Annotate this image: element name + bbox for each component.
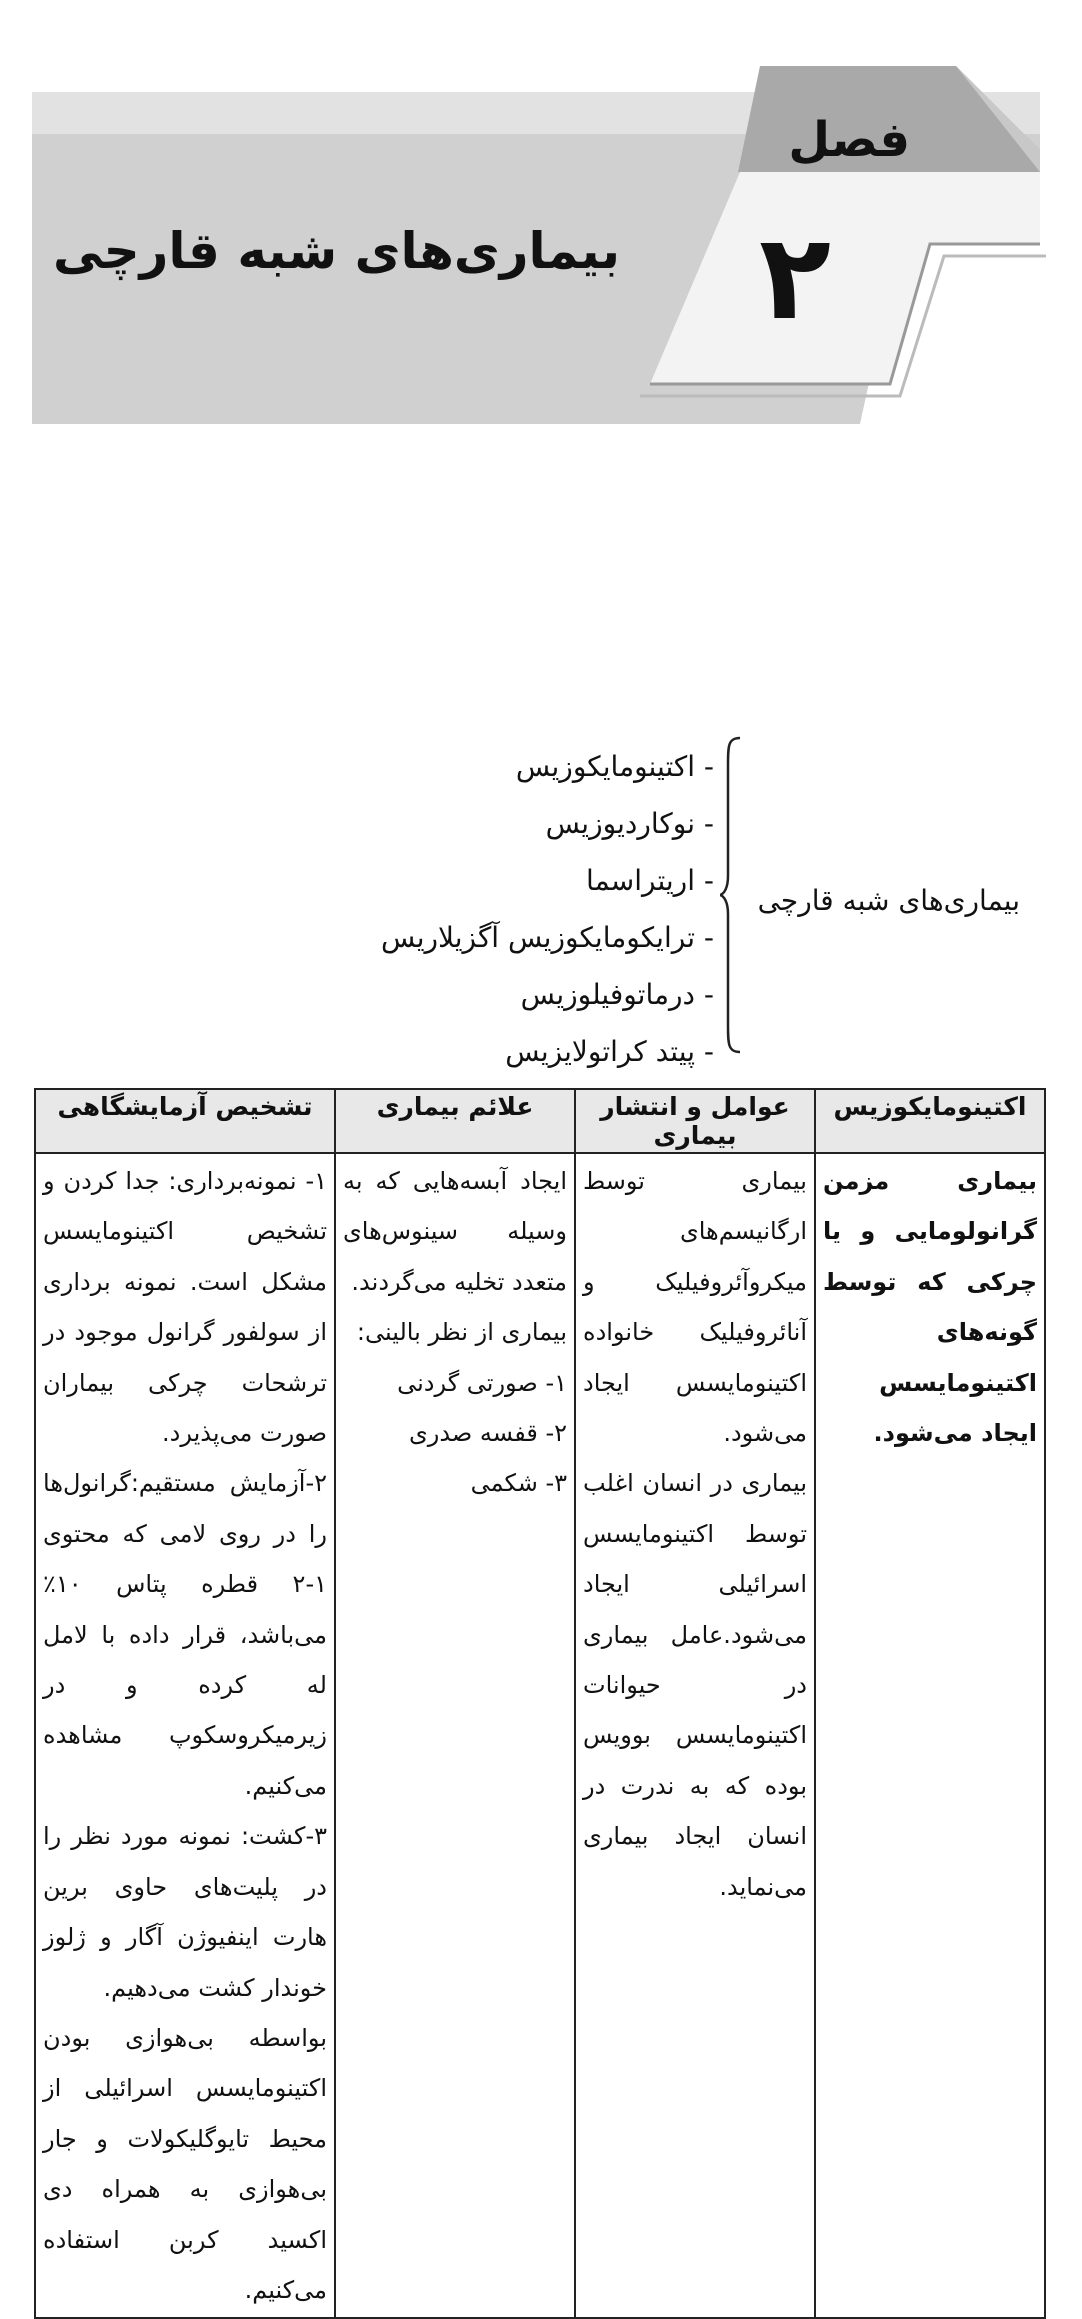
- definition-text: بیماری مزمن گرانولومایی و یا چرکی که توسط گونه‌های اکتینومایسس ایجاد می‌شود.: [823, 1167, 1037, 1448]
- cell-symptoms: [335, 1153, 575, 2318]
- table-row: [35, 1153, 1045, 2318]
- cell-definition: [815, 1153, 1045, 2318]
- list-item: - درماتوفیلوزیس: [520, 978, 714, 1011]
- actinomycosis-table: [34, 1088, 1046, 2319]
- list-item: - اریتراسما: [586, 864, 714, 897]
- cell-causes: [575, 1153, 815, 2318]
- causes-paragraph: بیماری در انسان اغلب توسط اکتینومایسس اسرائیلی ایجاد می‌شود.عامل بیماری در حیوانات اکتینومایسس بوویس بوده که به ندرت در انسان ایجاد بیماری می‌نماید.: [583, 1469, 807, 1901]
- symptoms-paragraph: ۱- صورتی گردنی: [397, 1368, 567, 1397]
- diagnosis-paragraph: ۳-کشت: نمونه مورد نظر را در پلیت‌های حاوی برین هارت اینفیوژن آگار و ژلوز خوندار کشت می‌دهیم.: [43, 1822, 327, 2002]
- causes-paragraph: بیماری توسط ارگانیسم‌های میکروآئروفیلیک و آنائروفیلیک خانواده اکتینومایسس ایجاد می‌شود.: [583, 1167, 807, 1448]
- symptoms-paragraph: ۳- شکمی: [470, 1469, 567, 1498]
- header-symptoms: علائم بیماری: [335, 1089, 575, 1153]
- header-diagnosis: تشخیص آزمایشگاهی: [35, 1089, 335, 1153]
- curly-brace: [720, 736, 744, 1054]
- symptoms-paragraph: ۲- قفسه صدری: [408, 1419, 567, 1448]
- banner-graphic: [0, 0, 1082, 440]
- list-item: - ترایکومایکوزیس آگزیلاریس: [381, 921, 714, 954]
- symptoms-paragraph: بیماری از نظر بالینی:: [356, 1318, 567, 1347]
- chapter-banner: [0, 0, 1082, 440]
- chapter-title: بیماری‌های شبه قارچی: [53, 222, 620, 280]
- symptoms-paragraph: ایجاد آبسه‌هایی که به وسیله سینوس‌های متعدد تخلیه می‌گردند.: [343, 1167, 567, 1296]
- header-causes: عوامل و انتشار بیماری: [575, 1089, 815, 1153]
- overview-root: بیماری‌های شبه قارچی: [757, 884, 1020, 917]
- list-item: - اکتینومایکوزیس: [515, 750, 714, 783]
- chapter-number: ۲: [758, 208, 832, 346]
- chapter-label: فصل: [788, 112, 910, 168]
- cell-diagnosis: [35, 1153, 335, 2318]
- table-header-row: [35, 1089, 1045, 1153]
- overview-list: [300, 738, 720, 1080]
- diagnosis-paragraph: ۲-آزمایش مستقیم:گرانول‌ها را در روی لامی که محتوی ۱-۲ قطره پتاس ۱۰٪ می‌باشد، قرار داده با لامل له کرده و در زیرمیکروسکوپ مشاهده می‌کنیم.: [43, 1469, 327, 1800]
- diagnosis-paragraph: ۱- نمونه‌برداری: جدا کردن و تشخیص اکتینومایسس مشکل است. نمونه برداری از سولفور گرانول موجود در ترشحات چرکی بیماران صورت می‌پذیرد.: [43, 1167, 327, 1448]
- list-item: - نوکاردیوزیس: [545, 807, 714, 840]
- diagnosis-paragraph: بواسطه بی‌هوازی بودن اکتینومایسس اسرائیلی از محیط تایوگلیکولات و جار بی‌هوازی به همراه دی اکسید کربن استفاده می‌کنیم.: [43, 2023, 327, 2304]
- actinomycosis-table-wrapper: [36, 1088, 1046, 2319]
- list-item: - پیتد کراتولایزیس: [505, 1035, 714, 1068]
- header-definition: اکتینومایکوزیس: [815, 1089, 1045, 1153]
